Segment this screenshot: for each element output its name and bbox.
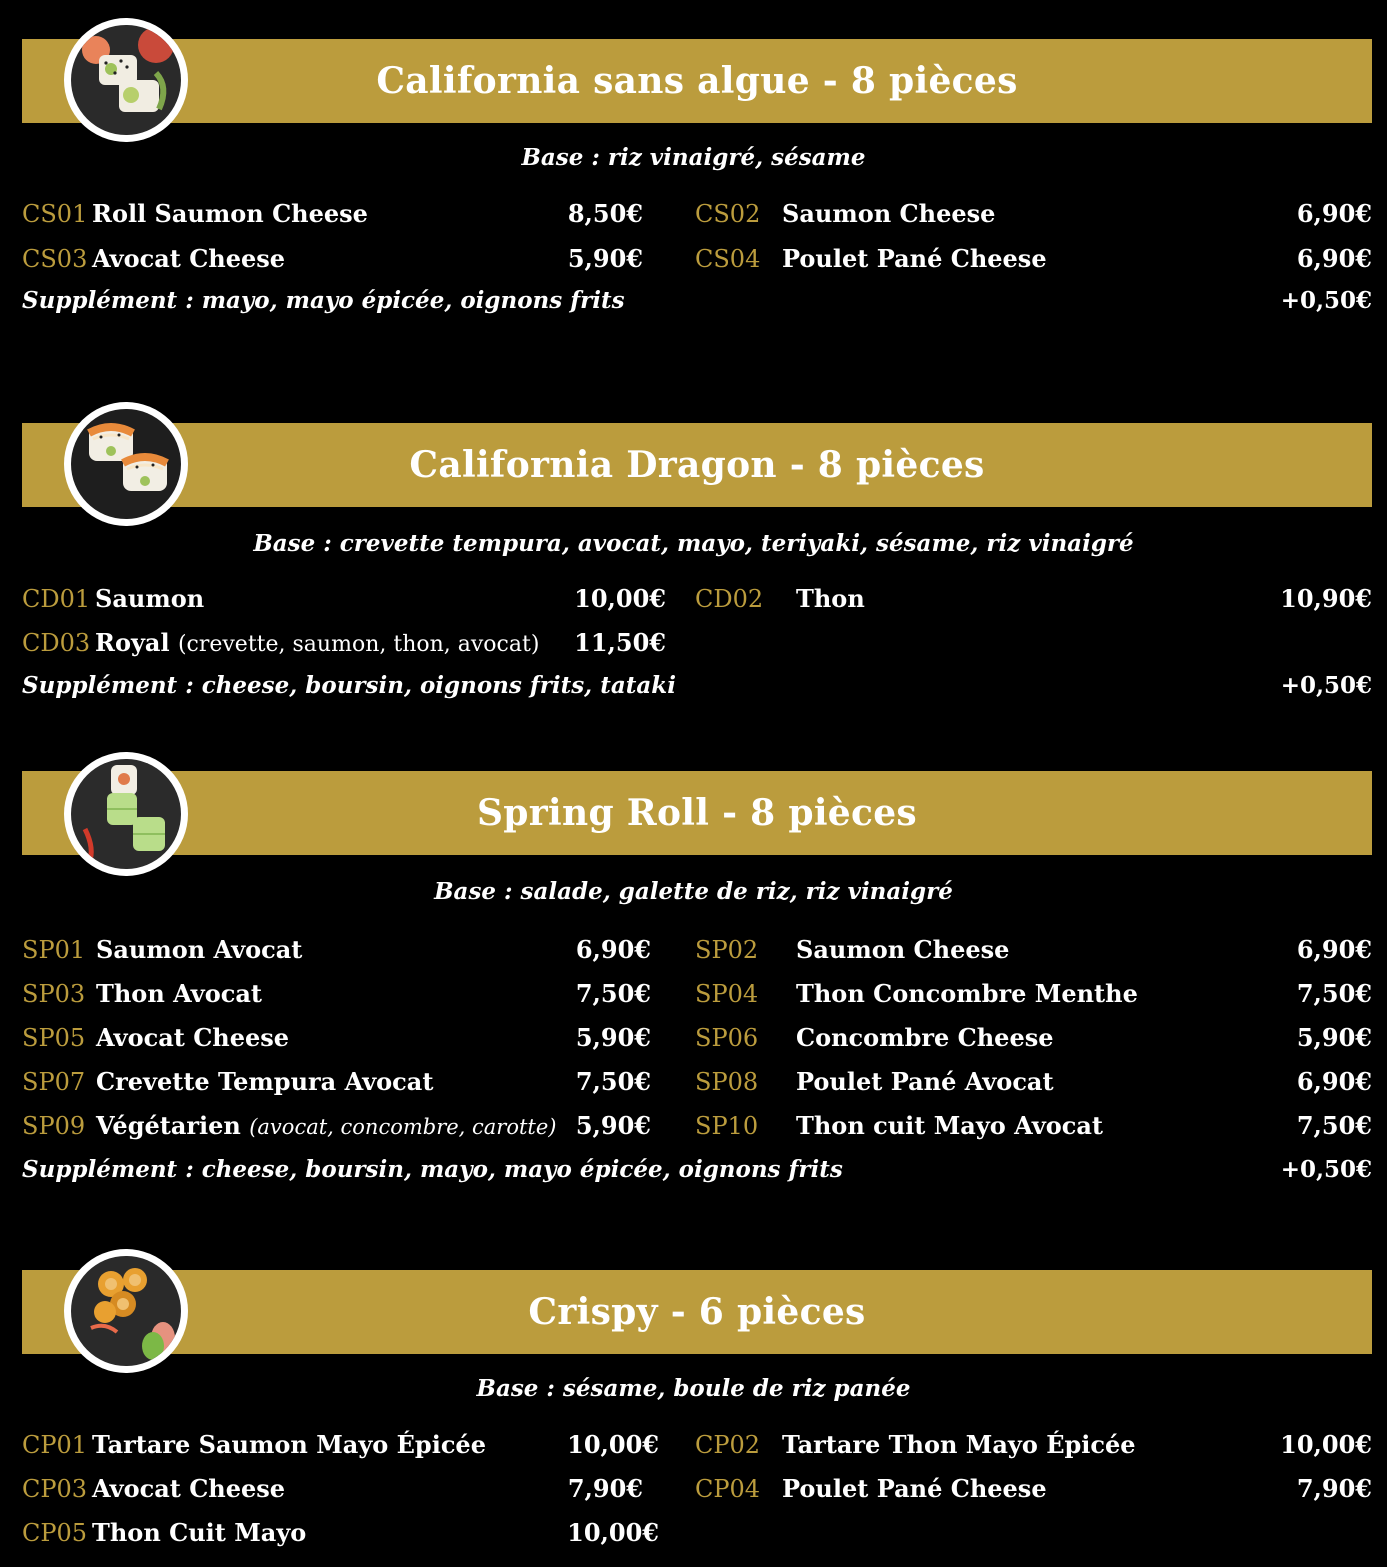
item-price: 6,90€ <box>1296 244 1372 273</box>
item-name: Crevette Tempura Avocat <box>96 1067 434 1096</box>
item-code: SP03 <box>22 980 86 1008</box>
item-code: SP08 <box>695 1068 759 1096</box>
item-code: CP03 <box>22 1475 88 1503</box>
section-banner <box>22 771 1372 855</box>
item-name: Saumon Cheese <box>796 935 1010 964</box>
menu-item-row <box>0 198 1387 230</box>
section-title: California sans algue - 8 pièces <box>376 60 1018 102</box>
item-code: SP09 <box>22 1112 86 1140</box>
supplement-price: +0,50€ <box>1280 287 1372 314</box>
item-price: 6,90€ <box>1296 199 1372 228</box>
item-name: Concombre Cheese <box>796 1023 1054 1052</box>
menu-item-row <box>0 1429 1387 1461</box>
menu-item-row <box>0 583 1387 615</box>
menu-item-row <box>0 978 1387 1010</box>
item-name: Saumon Cheese <box>782 199 996 228</box>
item-price: 10,90€ <box>1280 584 1372 613</box>
section-title: Crispy - 6 pièces <box>528 1291 866 1333</box>
menu-item-row <box>0 1022 1387 1054</box>
item-price: 7,50€ <box>575 1067 651 1096</box>
california-roll-photo <box>64 18 188 142</box>
item-name: Thon Concombre Menthe <box>796 979 1138 1008</box>
item-code: SP10 <box>695 1112 759 1140</box>
item-name: Thon Avocat <box>96 979 262 1008</box>
item-price: 7,50€ <box>575 979 651 1008</box>
item-name: Avocat Cheese <box>92 1474 286 1503</box>
item-price: 5,90€ <box>567 244 643 273</box>
item-name: Thon <box>796 584 865 613</box>
item-name: Thon cuit Mayo Avocat <box>796 1111 1104 1140</box>
menu-item-row <box>0 627 1387 659</box>
item-code: CD03 <box>22 629 91 657</box>
item-code: CD01 <box>22 585 91 613</box>
item-price: 7,90€ <box>567 1474 643 1503</box>
item-price: 5,90€ <box>575 1023 651 1052</box>
section-base: Base : sésame, boule de riz panée <box>476 1375 911 1402</box>
item-name: Tartare Saumon Mayo Épicée <box>92 1430 486 1459</box>
item-code: CP01 <box>22 1431 88 1459</box>
item-price: 10,00€ <box>567 1518 659 1547</box>
item-name <box>96 1110 556 1143</box>
item-name: Saumon Avocat <box>96 935 303 964</box>
item-note: (avocat, concombre, carotte) <box>249 1115 557 1139</box>
item-code: CS02 <box>695 200 761 228</box>
item-name: Poulet Pané Cheese <box>782 244 1047 273</box>
supplement-price: +0,50€ <box>1280 1156 1372 1183</box>
item-code: CP02 <box>695 1431 761 1459</box>
item-price: 6,90€ <box>1296 935 1372 964</box>
item-name-text: Royal <box>95 628 170 657</box>
item-price: 6,90€ <box>575 935 651 964</box>
section-banner <box>22 1270 1372 1354</box>
section-title: Spring Roll - 8 pièces <box>476 792 917 834</box>
item-code: SP01 <box>22 936 86 964</box>
item-code: CP05 <box>22 1519 88 1547</box>
section-base: Base : salade, galette de riz, riz vinaigré <box>434 878 953 905</box>
item-price: 11,50€ <box>574 628 666 657</box>
item-price: 7,90€ <box>1296 1474 1372 1503</box>
item-name: Saumon <box>95 584 205 613</box>
supplement-price: +0,50€ <box>1280 672 1372 699</box>
menu-item-row <box>0 1066 1387 1098</box>
item-price: 5,90€ <box>575 1111 651 1140</box>
item-code: CD02 <box>695 585 764 613</box>
section-banner <box>22 39 1372 123</box>
item-code: SP06 <box>695 1024 759 1052</box>
item-name: Avocat Cheese <box>92 244 286 273</box>
item-name: Avocat Cheese <box>96 1023 290 1052</box>
supplement-text: Supplément : cheese, boursin, oignons frits, tataki <box>22 672 676 699</box>
item-price: 5,90€ <box>1296 1023 1372 1052</box>
item-price: 8,50€ <box>567 199 643 228</box>
item-price: 10,00€ <box>567 1430 659 1459</box>
supplement-text: Supplément : mayo, mayo épicée, oignons frits <box>22 287 625 314</box>
item-code: CS01 <box>22 200 88 228</box>
dragon-roll-photo <box>64 402 188 526</box>
item-code: CS04 <box>695 245 761 273</box>
item-name: Thon Cuit Mayo <box>92 1518 307 1547</box>
item-name: Roll Saumon Cheese <box>92 199 368 228</box>
item-name: Poulet Pané Cheese <box>782 1474 1047 1503</box>
item-code: CP04 <box>695 1475 761 1503</box>
item-name <box>95 627 539 661</box>
item-price: 7,50€ <box>1296 979 1372 1008</box>
menu-item-row <box>0 1473 1387 1505</box>
item-code: SP07 <box>22 1068 86 1096</box>
menu-item-row <box>0 1517 1387 1549</box>
crispy-roll-photo <box>64 1249 188 1373</box>
spring-roll-photo <box>64 752 188 876</box>
menu-item-row <box>0 1110 1387 1142</box>
section-base: Base : crevette tempura, avocat, mayo, teriyaki, sésame, riz vinaigré <box>253 530 1134 557</box>
section-base: Base : riz vinaigré, sésame <box>521 144 866 171</box>
item-name-text: Végétarien <box>96 1111 241 1140</box>
item-code: CS03 <box>22 245 88 273</box>
item-price: 6,90€ <box>1296 1067 1372 1096</box>
item-price: 7,50€ <box>1296 1111 1372 1140</box>
item-name: Tartare Thon Mayo Épicée <box>782 1430 1136 1459</box>
menu-item-row <box>0 243 1387 275</box>
item-note: (crevette, saumon, thon, avocat) <box>177 632 540 657</box>
item-code: SP02 <box>695 936 759 964</box>
section-title: California Dragon - 8 pièces <box>409 444 985 486</box>
item-code: SP04 <box>695 980 759 1008</box>
item-code: SP05 <box>22 1024 86 1052</box>
item-price: 10,00€ <box>574 584 666 613</box>
item-price: 10,00€ <box>1280 1430 1372 1459</box>
item-name: Poulet Pané Avocat <box>796 1067 1054 1096</box>
menu-item-row <box>0 934 1387 966</box>
supplement-text: Supplément : cheese, boursin, mayo, mayo épicée, oignons frits <box>22 1156 843 1183</box>
section-banner <box>22 423 1372 507</box>
